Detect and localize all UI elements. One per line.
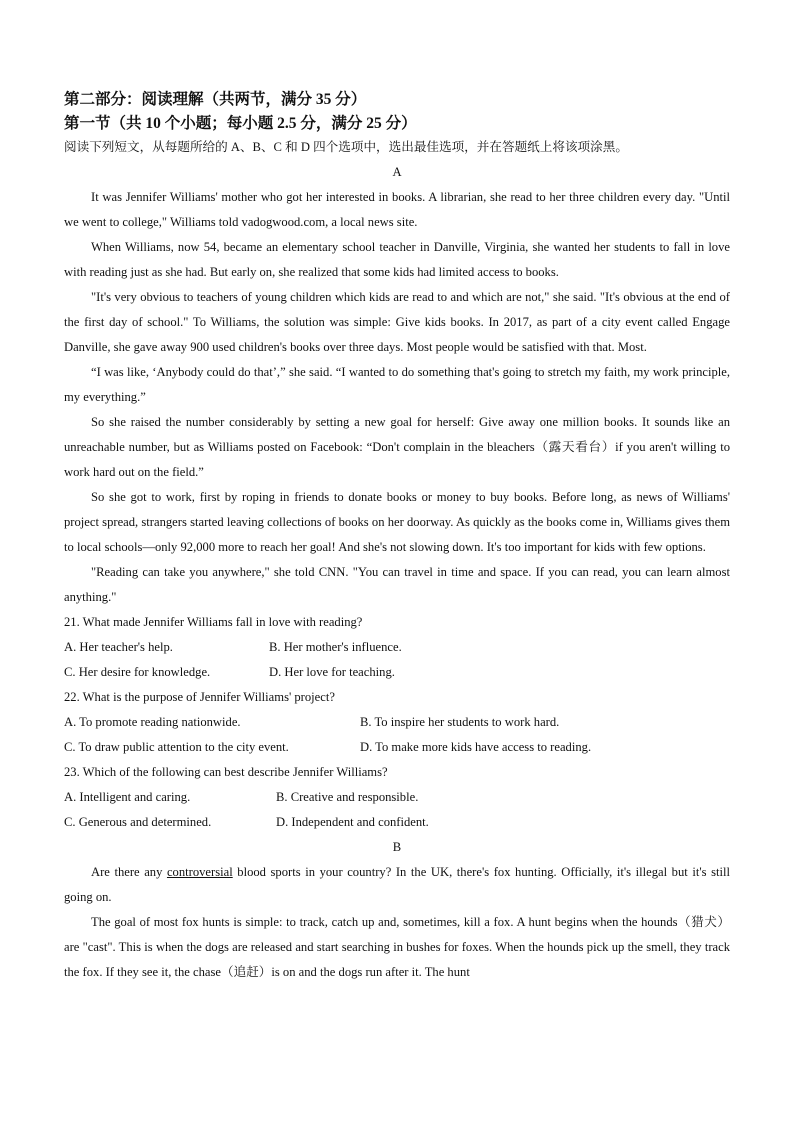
option-row: [64, 735, 730, 760]
question-stem: 23. Which of the following can best describe Jennifer Williams?: [64, 765, 388, 779]
passage-a-paragraph: “I was like, ‘Anybody could do that’,” she said. “I wanted to do something that's going to stretch my faith, my work principle, my everything.”: [64, 365, 730, 404]
page-content: [64, 88, 730, 985]
option-d: D. To make more kids have access to reading.: [360, 740, 592, 754]
underlined-word: controversial: [166, 865, 233, 879]
option-b: B. Creative and responsible.: [276, 790, 419, 804]
option-a: A. To promote reading nationwide.: [64, 715, 241, 729]
passage-b-paragraph: [64, 860, 730, 910]
option-c: C. Generous and determined.: [64, 815, 212, 829]
option-row: [64, 710, 730, 735]
passage-a-paragraph: "It's very obvious to teachers of young children which kids are read to and which are not," she said. "It's obvious at the end of the first day of school." To Williams, the solution was simple: Give kids books. In 2017, as part of a city event called Engage Danville, she gave away 900 used children's books over three days. Most people would be satisfied with that. Most.: [64, 290, 730, 354]
subsection-title: 第一节（共 10 个小题；每小题 2.5 分，满分 25 分）: [64, 115, 417, 132]
passage-b-text: blood sports in your country? In the UK, there's fox hunting. Officially, it's illegal but it's still going on.: [64, 865, 730, 904]
option-a: A. Intelligent and caring.: [64, 790, 191, 804]
passage-a-paragraph: "Reading can take you anywhere," she told CNN. "You can travel in time and space. If you can read, you can learn almost anything.": [64, 565, 730, 604]
option-row: [64, 785, 730, 810]
question-stem: 21. What made Jennifer Williams fall in love with reading?: [64, 615, 363, 629]
passage-a-paragraph: It was Jennifer Williams' mother who got her interested in books. A librarian, she read to her three children every day. "Until we went to college," Williams told vadogwood.com, a local news site.: [64, 190, 730, 229]
instructions: 阅读下列短文，从每题所给的 A、B、C 和 D 四个选项中，选出最佳选项，并在答题纸上将该项涂黑。: [64, 140, 628, 154]
section-title: 第二部分：阅读理解（共两节，满分 35 分）: [64, 91, 367, 108]
option-c: C. Her desire for knowledge.: [64, 665, 211, 679]
passage-a-paragraph: So she raised the number considerably by setting a new goal for herself: Give away one million books. It sounds like an unreachable number, but as Williams posted on Facebook: “Don't complain in the bleachers（露天看台）if you aren't willing to work hard out on the field.”: [64, 415, 730, 479]
option-d: D. Her love for teaching.: [269, 665, 395, 679]
passage-b-paragraph: The goal of most fox hunts is simple: to track, catch up and, sometimes, kill a fox. A hunt begins when the hounds（猎犬）are "cast". This is when the dogs are released and start searching in bushes for foxes. When the hounds pick up the smell, they track the fox. If they see it, the chase（追赶）is on and the dogs run after it. The hunt: [64, 915, 730, 979]
option-b: B. To inspire her students to work hard.: [360, 715, 560, 729]
passage-a-paragraph: When Williams, now 54, became an elementary school teacher in Danville, Virginia, she wanted her students to fall in love with reading just as she had. But early on, she realized that some kids had limited access to books.: [64, 240, 730, 279]
question-stem: 22. What is the purpose of Jennifer Williams' project?: [64, 690, 335, 704]
option-row: [64, 810, 730, 835]
option-a: A. Her teacher's help.: [64, 640, 173, 654]
passage-a-label: A: [392, 165, 402, 179]
option-d: D. Independent and confident.: [276, 815, 429, 829]
option-row: [64, 635, 730, 660]
passage-a-paragraph: So she got to work, first by roping in friends to donate books or money to buy books. Before long, as news of Williams' project spread, strangers started leaving collections of books on her doorway. As quickly as the books come in, Williams gives them to local schools—only 92,000 more to reach her goal! And she's not slowing down. It's too important for kids with few options.: [64, 490, 730, 554]
option-c: C. To draw public attention to the city event.: [64, 740, 289, 754]
option-b: B. Her mother's influence.: [269, 640, 402, 654]
passage-b-text: Are there any: [91, 865, 167, 879]
option-row: [64, 660, 730, 685]
passage-b-label: B: [392, 840, 402, 854]
